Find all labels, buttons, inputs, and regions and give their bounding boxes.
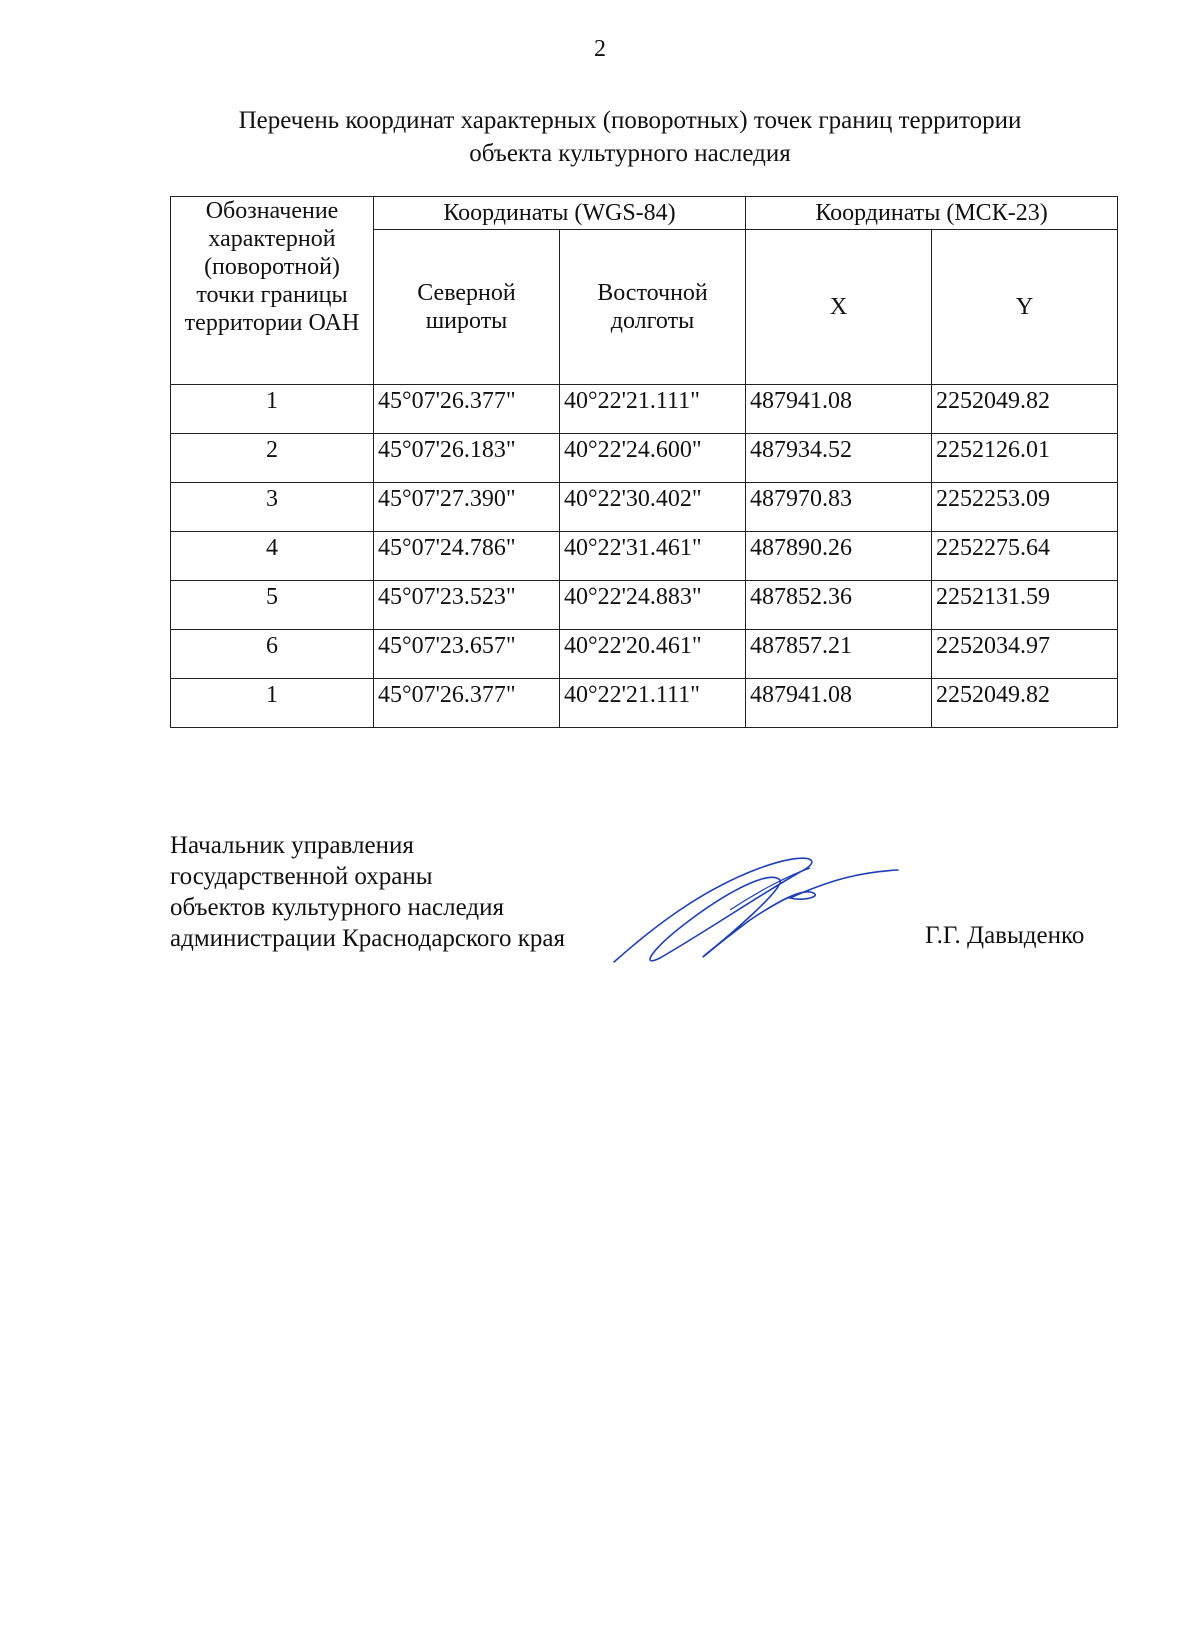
cell-x: 487890.26 <box>746 532 932 581</box>
signatory-line-4: администрации Краснодарского края <box>170 925 566 952</box>
cell-y: 2252126.01 <box>932 434 1118 483</box>
title-line-2: объекта культурного наследия <box>469 140 791 167</box>
cell-latitude: 45°07'23.657" <box>374 630 560 679</box>
signatory-line-2: государственной охраны <box>170 863 433 890</box>
cell-y: 2252034.97 <box>932 630 1118 679</box>
table-row <box>171 532 1118 581</box>
table-row <box>171 630 1118 679</box>
cell-longitude: 40°22'21.111" <box>560 385 746 434</box>
table-row <box>171 434 1118 483</box>
document-title <box>150 104 1110 170</box>
cell-longitude: 40°22'21.111" <box>560 679 746 728</box>
cell-x: 487970.83 <box>746 483 932 532</box>
cell-point: 6 <box>171 630 374 679</box>
cell-point: 5 <box>171 581 374 630</box>
signatory-line-3: объектов культурного наследия <box>170 894 504 921</box>
cell-point: 4 <box>171 532 374 581</box>
header-msk23: Координаты (МСК-23) <box>746 197 1118 230</box>
title-line-1: Перечень координат характерных (поворотных) точек границ территории <box>238 107 1022 134</box>
table-row <box>171 581 1118 630</box>
header-point-designation: Обозначение характерной (поворотной) точки границы территории ОАН <box>171 197 374 385</box>
cell-x: 487857.21 <box>746 630 932 679</box>
cell-longitude: 40°22'24.883" <box>560 581 746 630</box>
cell-y: 2252275.64 <box>932 532 1118 581</box>
handwritten-signature <box>610 850 900 970</box>
cell-point: 3 <box>171 483 374 532</box>
cell-x: 487934.52 <box>746 434 932 483</box>
cell-latitude: 45°07'27.390" <box>374 483 560 532</box>
cell-y: 2252253.09 <box>932 483 1118 532</box>
cell-longitude: 40°22'30.402" <box>560 483 746 532</box>
cell-point: 2 <box>171 434 374 483</box>
table-row <box>171 385 1118 434</box>
cell-y: 2252049.82 <box>932 679 1118 728</box>
table-row <box>171 483 1118 532</box>
cell-x: 487941.08 <box>746 385 932 434</box>
header-wgs84: Координаты (WGS-84) <box>374 197 746 230</box>
page-number: 2 <box>594 36 606 62</box>
cell-latitude: 45°07'26.183" <box>374 434 560 483</box>
cell-x: 487852.36 <box>746 581 932 630</box>
cell-y: 2252131.59 <box>932 581 1118 630</box>
cell-latitude: 45°07'23.523" <box>374 581 560 630</box>
cell-longitude: 40°22'24.600" <box>560 434 746 483</box>
cell-latitude: 45°07'26.377" <box>374 679 560 728</box>
cell-point: 1 <box>171 679 374 728</box>
header-x: X <box>746 230 932 385</box>
signatory-name: Г.Г. Давыденко <box>925 922 1085 949</box>
cell-x: 487941.08 <box>746 679 932 728</box>
cell-longitude: 40°22'20.461" <box>560 630 746 679</box>
cell-y: 2252049.82 <box>932 385 1118 434</box>
cell-longitude: 40°22'31.461" <box>560 532 746 581</box>
cell-latitude: 45°07'24.786" <box>374 532 560 581</box>
table-row <box>171 679 1118 728</box>
header-east-longitude: Восточной долготы <box>560 230 746 385</box>
signatory-position <box>170 830 565 954</box>
cell-latitude: 45°07'26.377" <box>374 385 560 434</box>
header-north-latitude: Северной широты <box>374 230 560 385</box>
header-y: Y <box>932 230 1118 385</box>
cell-point: 1 <box>171 385 374 434</box>
signatory-line-1: Начальник управления <box>170 832 414 859</box>
coordinates-table <box>170 196 1118 728</box>
